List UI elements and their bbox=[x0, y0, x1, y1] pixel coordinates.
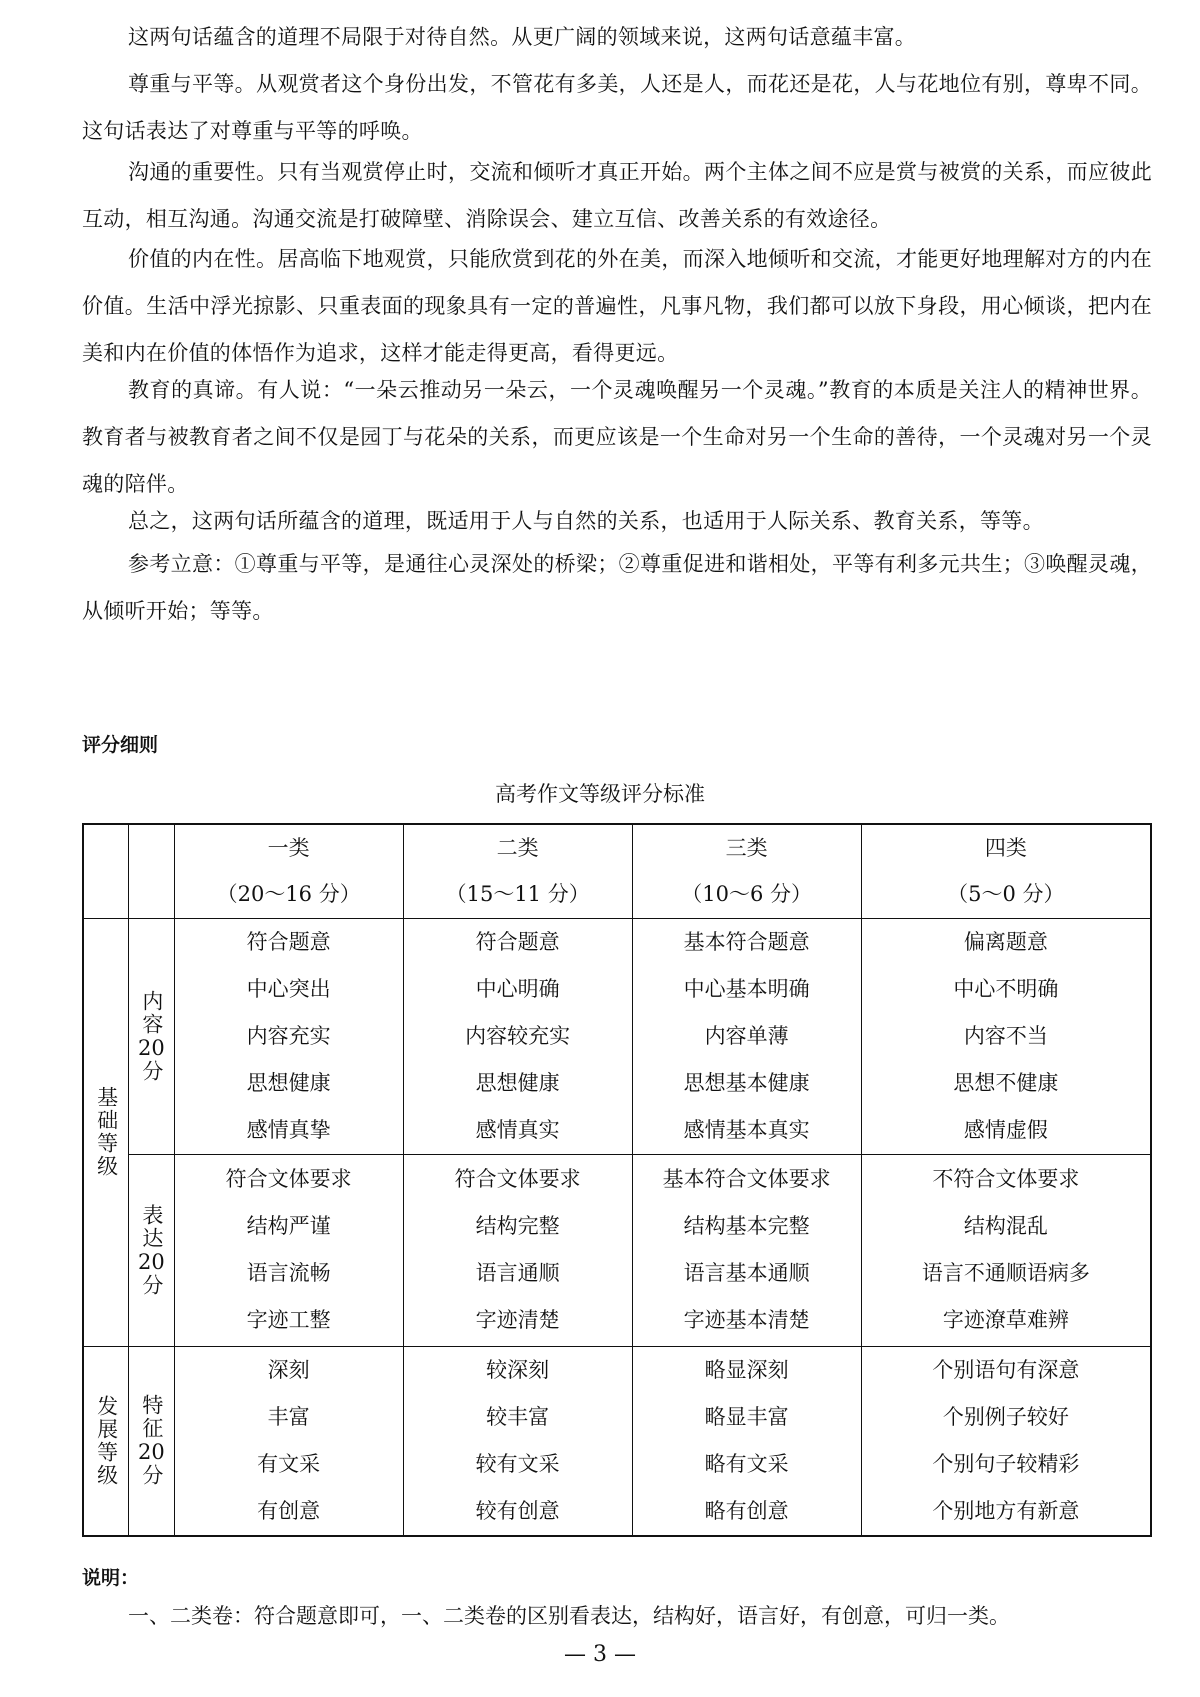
cell-line: 深刻 bbox=[267, 1357, 310, 1382]
row-label-expression-unit: 分 bbox=[139, 1273, 164, 1297]
table-title: 高考作文等级评分标准 bbox=[495, 782, 705, 806]
cell-expression-class-2 bbox=[403, 1154, 632, 1346]
cell-expression-class-1 bbox=[174, 1154, 403, 1346]
cell-line: 内容不当 bbox=[963, 1023, 1048, 1048]
cell-line: 略有创意 bbox=[704, 1498, 789, 1523]
cell-line: 有创意 bbox=[257, 1498, 321, 1523]
cell-line: 较丰富 bbox=[486, 1404, 550, 1429]
cell-line: 感情虚假 bbox=[963, 1117, 1048, 1142]
cell-line: 偏离题意 bbox=[963, 929, 1048, 954]
group-label-basic-text: 基础等级 bbox=[94, 1086, 119, 1178]
cell-line: 符合题意 bbox=[475, 929, 560, 954]
cell-line: 较深刻 bbox=[486, 1357, 550, 1382]
cell-line: 思想基本健康 bbox=[683, 1070, 810, 1095]
column-4-name: 四类 bbox=[984, 836, 1027, 861]
row-label-content-text: 内容 bbox=[139, 989, 164, 1036]
cell-line: 感情基本真实 bbox=[683, 1117, 810, 1142]
cell-line: 结构基本完整 bbox=[683, 1214, 810, 1238]
cell-content-class-4 bbox=[861, 918, 1151, 1154]
row-label-feature-unit: 分 bbox=[139, 1464, 164, 1487]
cell-line: 个别例子较好 bbox=[942, 1404, 1069, 1429]
cell-line: 语言不通顺语病多 bbox=[921, 1261, 1090, 1285]
cell-expression-class-3 bbox=[632, 1154, 861, 1346]
grading-table bbox=[82, 823, 1152, 1537]
column-2-name: 二类 bbox=[496, 836, 539, 861]
column-1-range: （20～16 分） bbox=[216, 882, 361, 907]
column-3-range: （10～6 分） bbox=[681, 882, 813, 907]
cell-expression-class-4 bbox=[861, 1154, 1151, 1346]
cell-line: 内容单薄 bbox=[704, 1023, 789, 1048]
column-header-class-3 bbox=[632, 824, 861, 918]
cell-line: 个别语句有深意 bbox=[932, 1357, 1080, 1382]
cell-feature-class-3 bbox=[632, 1346, 861, 1536]
row-label-content-unit: 分 bbox=[139, 1059, 164, 1083]
row-label-expression bbox=[129, 1154, 175, 1346]
paragraph-summary: 总之，这两句话所蕴含的道理，既适用于人与自然的关系，也适用于人际关系、教育关系，等等。 bbox=[128, 509, 1044, 533]
row-label-expression-text: 表达 bbox=[139, 1203, 164, 1250]
paragraph-education: 教育的真谛。有人说：“一朵云推动另一朵云，一个灵魂唤醒另一个灵魂。”教育的本质是关注人的精神世界。教育者与被教育者之间不仅是园丁与花朵的关系，而更应该是一个生命对另一个生命的善待，一个灵魂对另一个灵魂的陪伴。 bbox=[82, 378, 1152, 496]
cell-line: 基本符合文体要求 bbox=[662, 1167, 831, 1191]
column-1-name: 一类 bbox=[267, 836, 310, 861]
feature-row bbox=[83, 1346, 1151, 1536]
column-4-range: （5～0 分） bbox=[947, 882, 1065, 907]
cell-line: 感情真挚 bbox=[246, 1117, 331, 1142]
cell-feature-class-1 bbox=[174, 1346, 403, 1536]
cell-line: 内容较充实 bbox=[465, 1023, 571, 1048]
cell-content-class-3 bbox=[632, 918, 861, 1154]
scoring-heading: 评分细则 bbox=[82, 734, 159, 756]
content-row bbox=[83, 918, 1151, 1154]
paragraph-reference-ideas: 参考立意：①尊重与平等，是通往心灵深处的桥梁；②尊重促进和谐相处，平等有利多元共生；③唤醒灵魂，从倾听开始；等等。 bbox=[82, 552, 1152, 623]
column-header-class-4 bbox=[861, 824, 1151, 918]
cell-line: 字迹清楚 bbox=[475, 1308, 560, 1332]
cell-line: 语言流畅 bbox=[246, 1261, 331, 1285]
cell-line: 中心突出 bbox=[246, 976, 331, 1001]
cell-line: 思想健康 bbox=[246, 1070, 331, 1095]
cell-line: 略有文采 bbox=[704, 1451, 789, 1476]
cell-line: 中心基本明确 bbox=[683, 976, 810, 1001]
cell-line: 思想健康 bbox=[475, 1070, 560, 1095]
group-label-basic bbox=[83, 918, 129, 1346]
cell-line: 字迹工整 bbox=[246, 1308, 331, 1332]
cell-line: 较有文采 bbox=[475, 1451, 560, 1476]
cell-line: 字迹基本清楚 bbox=[683, 1308, 810, 1332]
header-corner-right bbox=[129, 824, 175, 918]
cell-content-class-1 bbox=[174, 918, 403, 1154]
cell-line: 结构完整 bbox=[475, 1214, 560, 1238]
cell-line: 个别句子较精彩 bbox=[932, 1451, 1080, 1476]
cell-line: 结构严谨 bbox=[246, 1214, 331, 1238]
paragraph-communication: 沟通的重要性。只有当观赏停止时，交流和倾听才真正开始。两个主体之间不应是赏与被赏的关系，而应彼此互动，相互沟通。沟通交流是打破障壁、消除误会、建立互信、改善关系的有效途径。 bbox=[82, 160, 1152, 231]
cell-feature-class-2 bbox=[403, 1346, 632, 1536]
table-header-row bbox=[83, 824, 1151, 918]
cell-line: 略显丰富 bbox=[704, 1404, 789, 1429]
column-3-name: 三类 bbox=[725, 836, 768, 861]
column-header-class-1 bbox=[174, 824, 403, 918]
cell-line: 中心明确 bbox=[475, 976, 560, 1001]
cell-line: 内容充实 bbox=[246, 1023, 331, 1048]
row-label-expression-num: 20 bbox=[138, 1249, 165, 1274]
cell-line: 基本符合题意 bbox=[683, 929, 810, 954]
cell-line: 符合文体要求 bbox=[454, 1167, 581, 1191]
cell-feature-class-4 bbox=[861, 1346, 1151, 1536]
note-heading: 说明： bbox=[82, 1567, 140, 1589]
paragraph-respect-equality: 尊重与平等。从观赏者这个身份出发，不管花有多美，人还是人，而花还是花，人与花地位有别，尊卑不同。这句话表达了对尊重与平等的呼唤。 bbox=[82, 72, 1152, 143]
row-label-feature-text: 特征 bbox=[139, 1394, 164, 1440]
note-text: 一、二类卷：符合题意即可，一、二类卷的区别看表达，结构好，语言好，有创意，可归一类。 bbox=[128, 1604, 1010, 1628]
cell-line: 不符合文体要求 bbox=[932, 1167, 1080, 1191]
group-label-development bbox=[83, 1346, 129, 1536]
cell-line: 中心不明确 bbox=[953, 976, 1059, 1001]
header-corner-left bbox=[83, 824, 129, 918]
row-label-content-num: 20 bbox=[138, 1035, 165, 1060]
paragraph-intro: 这两句话蕴含的道理不局限于对待自然。从更广阔的领域来说，这两句话意蕴丰富。 bbox=[128, 25, 917, 49]
paragraph-inner-value: 价值的内在性。居高临下地观赏，只能欣赏到花的外在美，而深入地倾听和交流，才能更好地理解对方的内在价值。生活中浮光掠影、只重表面的现象具有一定的普遍性，凡事凡物，我们都可以放下身段，用心倾谈，把内在美和内在价值的体悟作为追求，这样才能走得更高，看得更远。 bbox=[82, 247, 1152, 365]
cell-line: 语言基本通顺 bbox=[683, 1261, 810, 1285]
cell-line: 丰富 bbox=[267, 1404, 310, 1429]
cell-line: 思想不健康 bbox=[953, 1070, 1059, 1095]
row-label-content bbox=[129, 918, 175, 1154]
cell-line: 有文采 bbox=[257, 1451, 321, 1476]
cell-line: 感情真实 bbox=[475, 1117, 560, 1142]
cell-line: 个别地方有新意 bbox=[932, 1498, 1080, 1523]
row-label-feature bbox=[129, 1346, 175, 1536]
cell-line: 语言通顺 bbox=[475, 1261, 560, 1285]
cell-line: 符合题意 bbox=[246, 929, 331, 954]
column-2-range: （15～11 分） bbox=[445, 882, 590, 907]
expression-row bbox=[83, 1154, 1151, 1346]
page-number: — 3 — bbox=[564, 1642, 636, 1667]
cell-line: 较有创意 bbox=[475, 1498, 560, 1523]
cell-line: 结构混乱 bbox=[963, 1214, 1048, 1238]
row-label-feature-num: 20 bbox=[138, 1440, 165, 1464]
cell-line: 略显深刻 bbox=[704, 1357, 789, 1382]
group-label-development-text: 发展等级 bbox=[94, 1394, 119, 1487]
column-header-class-2 bbox=[403, 824, 632, 918]
cell-line: 字迹潦草难辨 bbox=[942, 1308, 1069, 1332]
cell-line: 符合文体要求 bbox=[225, 1167, 352, 1191]
cell-content-class-2 bbox=[403, 918, 632, 1154]
